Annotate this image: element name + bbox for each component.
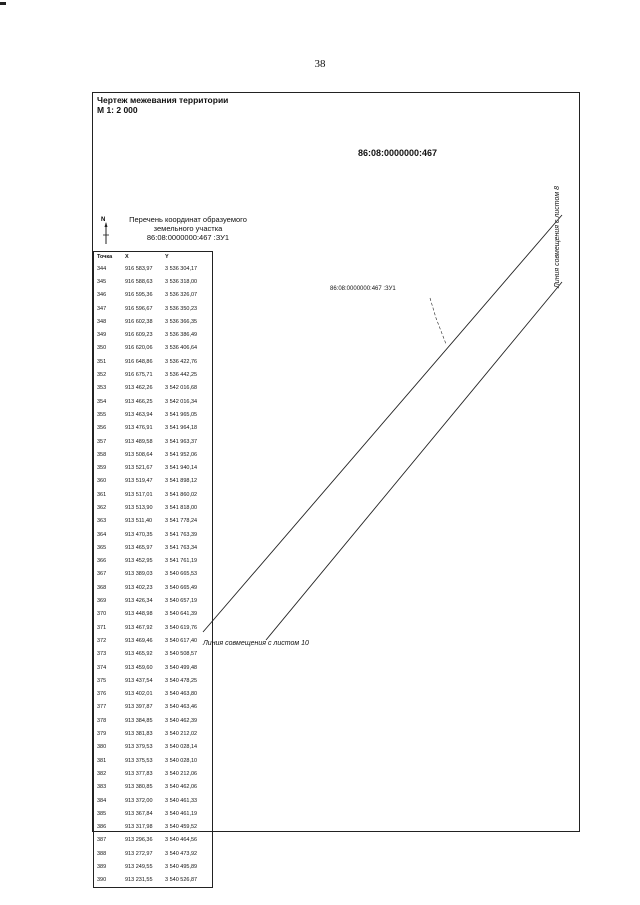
parcel-leader-label: 86:08:0000000:467 :ЗУ1 — [330, 286, 396, 292]
cell-point: 344 — [97, 265, 107, 272]
cell-y: 3 541 818,00 — [165, 504, 198, 511]
cell-point: 345 — [97, 278, 107, 285]
cell-y: 3 536 386,49 — [165, 332, 198, 339]
cell-point: 378 — [97, 717, 107, 724]
cell-point: 369 — [97, 598, 107, 605]
cell-y: 3 540 212,06 — [165, 770, 198, 777]
cell-y: 3 536 422,76 — [165, 358, 198, 365]
cell-y: 3 540 478,25 — [165, 677, 198, 684]
cell-y: 3 540 028,14 — [165, 744, 198, 751]
cell-point: 379 — [97, 731, 107, 738]
cell-y: 3 541 763,39 — [165, 531, 198, 538]
cell-point: 354 — [97, 398, 107, 405]
cell-point: 377 — [97, 704, 107, 711]
cell-x: 913 462,26 — [125, 385, 153, 392]
cell-y: 3 540 462,06 — [165, 784, 198, 791]
cell-x: 913 402,01 — [125, 691, 153, 698]
cell-x: 913 465,92 — [125, 651, 153, 658]
cell-point: 363 — [97, 518, 107, 525]
cell-y: 3 541 778,24 — [165, 518, 198, 525]
cell-x: 913 437,54 — [125, 677, 153, 684]
cell-y: 3 540 495,89 — [165, 864, 198, 870]
cell-y: 3 540 028,10 — [165, 757, 198, 764]
cell-x: 913 521,67 — [125, 465, 153, 472]
cell-point: 370 — [97, 611, 107, 618]
cell-x: 913 380,85 — [125, 784, 153, 791]
cell-point: 386 — [97, 824, 107, 831]
cell-y: 3 540 619,76 — [165, 624, 198, 631]
column-header-y: Y — [165, 254, 169, 260]
cell-y: 3 541 763,34 — [165, 544, 198, 551]
cell-point: 375 — [97, 677, 107, 684]
cell-x: 913 372,00 — [125, 797, 153, 804]
cell-point: 384 — [97, 797, 107, 804]
cell-y: 3 540 473,92 — [165, 850, 198, 857]
cell-y: 3 541 898,12 — [165, 478, 198, 485]
cell-point: 387 — [97, 837, 107, 844]
cell-point: 390 — [97, 877, 107, 884]
cell-point: 381 — [97, 757, 107, 764]
column-header-x: X — [125, 254, 129, 260]
column-header-point: Точка — [97, 254, 113, 260]
coordinate-caption-line1: Перечень координат образуемого — [129, 215, 247, 224]
match-line-label-sheet10: Линия совмещения с листом 10 — [203, 640, 309, 647]
cell-y: 3 540 665,49 — [165, 584, 198, 591]
cell-x: 913 467,92 — [125, 624, 153, 631]
cell-point: 388 — [97, 850, 107, 857]
cell-point: 359 — [97, 465, 107, 472]
cell-point: 365 — [97, 544, 107, 551]
cell-y: 3 541 964,18 — [165, 425, 198, 432]
cell-y: 3 541 860,02 — [165, 491, 198, 498]
cell-point: 385 — [97, 810, 107, 817]
cell-point: 376 — [97, 691, 107, 698]
cell-y: 3 536 326,07 — [165, 292, 198, 299]
cell-y: 3 540 617,40 — [165, 637, 198, 644]
cell-x: 916 602,38 — [125, 318, 153, 325]
cell-y: 3 541 965,05 — [165, 411, 198, 418]
cell-x: 913 517,01 — [125, 491, 153, 498]
cell-y: 3 540 461,33 — [165, 797, 198, 804]
cell-point: 361 — [97, 491, 107, 498]
cell-point: 348 — [97, 318, 107, 325]
cell-point: 350 — [97, 345, 107, 352]
cell-x: 913 389,03 — [125, 571, 153, 578]
cell-point: 372 — [97, 637, 107, 644]
cell-point: 380 — [97, 744, 107, 751]
cell-x: 913 296,36 — [125, 837, 153, 844]
cell-point: 389 — [97, 864, 107, 870]
cell-y: 3 536 304,17 — [165, 265, 198, 272]
cell-x: 913 511,40 — [125, 518, 153, 525]
cell-x: 913 489,58 — [125, 438, 153, 445]
cell-x: 916 675,71 — [125, 372, 153, 379]
cell-point: 368 — [97, 584, 107, 591]
cell-x: 913 426,34 — [125, 598, 153, 605]
cell-y: 3 536 442,25 — [165, 372, 198, 379]
cell-x: 913 452,95 — [125, 558, 153, 565]
cell-y: 3 542 016,34 — [165, 398, 198, 405]
cell-y: 3 541 963,37 — [165, 438, 198, 445]
cell-y: 3 540 463,46 — [165, 704, 198, 711]
cell-point: 366 — [97, 558, 107, 565]
cell-point: 346 — [97, 292, 107, 299]
coordinate-caption-line3: 86:08:0000000:467 :ЗУ1 — [146, 233, 230, 242]
cell-x: 913 469,46 — [125, 637, 153, 644]
cell-y: 3 541 761,19 — [165, 558, 198, 565]
cell-x: 913 231,55 — [125, 877, 153, 884]
cell-point: 357 — [97, 438, 107, 445]
cell-x: 913 463,94 — [125, 411, 153, 418]
cell-y: 3 536 366,35 — [165, 318, 198, 325]
cell-x: 913 397,87 — [125, 704, 153, 711]
cell-x: 913 513,90 — [125, 504, 153, 511]
cell-x: 913 367,84 — [125, 810, 153, 817]
cell-x: 913 465,97 — [125, 544, 153, 551]
cell-x: 913 384,85 — [125, 717, 153, 724]
cell-y: 3 540 657,19 — [165, 598, 198, 605]
parcel-boundary-line-lower — [266, 282, 562, 640]
cell-y: 3 540 641,39 — [165, 611, 198, 618]
cell-point: 349 — [97, 332, 107, 339]
coordinate-caption-line2: земельного участка — [153, 224, 223, 233]
cell-x: 913 459,60 — [125, 664, 153, 671]
cell-y: 3 540 665,53 — [165, 571, 198, 578]
cell-y: 3 542 016,68 — [165, 385, 198, 392]
cell-y: 3 536 318,00 — [165, 278, 198, 285]
match-line-label-sheet8: Линия совмещения с листом 8 — [554, 185, 561, 288]
cell-y: 3 540 499,48 — [165, 664, 198, 671]
cell-y: 3 540 463,80 — [165, 691, 198, 698]
cell-y: 3 540 508,57 — [165, 651, 198, 658]
cell-point: 383 — [97, 784, 107, 791]
cell-point: 373 — [97, 651, 107, 658]
cell-y: 3 536 350,23 — [165, 305, 198, 312]
cell-x: 913 272,97 — [125, 850, 153, 857]
cell-point: 347 — [97, 305, 107, 312]
cell-point: 353 — [97, 385, 107, 392]
cell-x: 913 375,53 — [125, 757, 153, 764]
cell-x: 913 381,83 — [125, 731, 153, 738]
parcel-leader-line — [430, 298, 446, 344]
cell-y: 3 541 940,14 — [165, 465, 198, 472]
cell-y: 3 540 461,19 — [165, 810, 198, 817]
cell-x: 916 595,36 — [125, 292, 153, 299]
cell-point: 360 — [97, 478, 107, 485]
page-number: 38 — [314, 58, 326, 70]
cell-y: 3 540 212,02 — [165, 731, 198, 738]
drawing-title-line1: Чертеж межевания территории — [97, 95, 229, 105]
cell-x: 916 596,67 — [125, 305, 153, 312]
cell-x: 916 648,86 — [125, 358, 153, 365]
cell-point: 374 — [97, 664, 107, 671]
cell-x: 913 249,55 — [125, 864, 153, 870]
cell-point: 351 — [97, 358, 107, 365]
cell-y: 3 540 459,52 — [165, 824, 198, 831]
cell-x: 913 476,91 — [125, 425, 153, 432]
cell-x: 913 379,53 — [125, 744, 153, 751]
cell-x: 913 317,98 — [125, 824, 153, 831]
north-symbol: N — [101, 217, 106, 223]
cell-x: 913 470,35 — [125, 531, 153, 538]
cell-point: 367 — [97, 571, 107, 578]
cell-point: 356 — [97, 425, 107, 432]
cell-x: 916 609,23 — [125, 332, 153, 339]
cell-x: 913 519,47 — [125, 478, 153, 485]
cell-x: 913 466,25 — [125, 398, 153, 405]
cell-point: 358 — [97, 451, 107, 458]
cell-point: 355 — [97, 411, 107, 418]
cell-y: 3 541 952,06 — [165, 451, 198, 458]
cell-point: 371 — [97, 624, 107, 631]
cell-x: 913 402,23 — [125, 584, 153, 591]
cell-point: 362 — [97, 504, 107, 511]
cell-point: 364 — [97, 531, 107, 538]
parcel-boundary-line-upper — [203, 215, 562, 632]
cell-point: 382 — [97, 770, 107, 777]
cell-y: 3 536 406,64 — [165, 345, 198, 352]
cell-y: 3 540 464,56 — [165, 837, 198, 844]
cell-x: 916 588,63 — [125, 278, 153, 285]
cell-y: 3 540 462,39 — [165, 717, 198, 724]
cell-x: 913 377,83 — [125, 770, 153, 777]
cell-x: 913 448,98 — [125, 611, 153, 618]
cell-point: 352 — [97, 372, 107, 379]
cell-y: 3 540 526,87 — [165, 877, 198, 884]
cell-x: 916 620,06 — [125, 345, 153, 352]
cell-x: 913 508,64 — [125, 451, 153, 458]
cell-x: 916 583,97 — [125, 265, 153, 272]
drawing-scale: М 1: 2 000 — [97, 105, 138, 115]
cadastral-block-number: 86:08:0000000:467 — [358, 148, 438, 158]
